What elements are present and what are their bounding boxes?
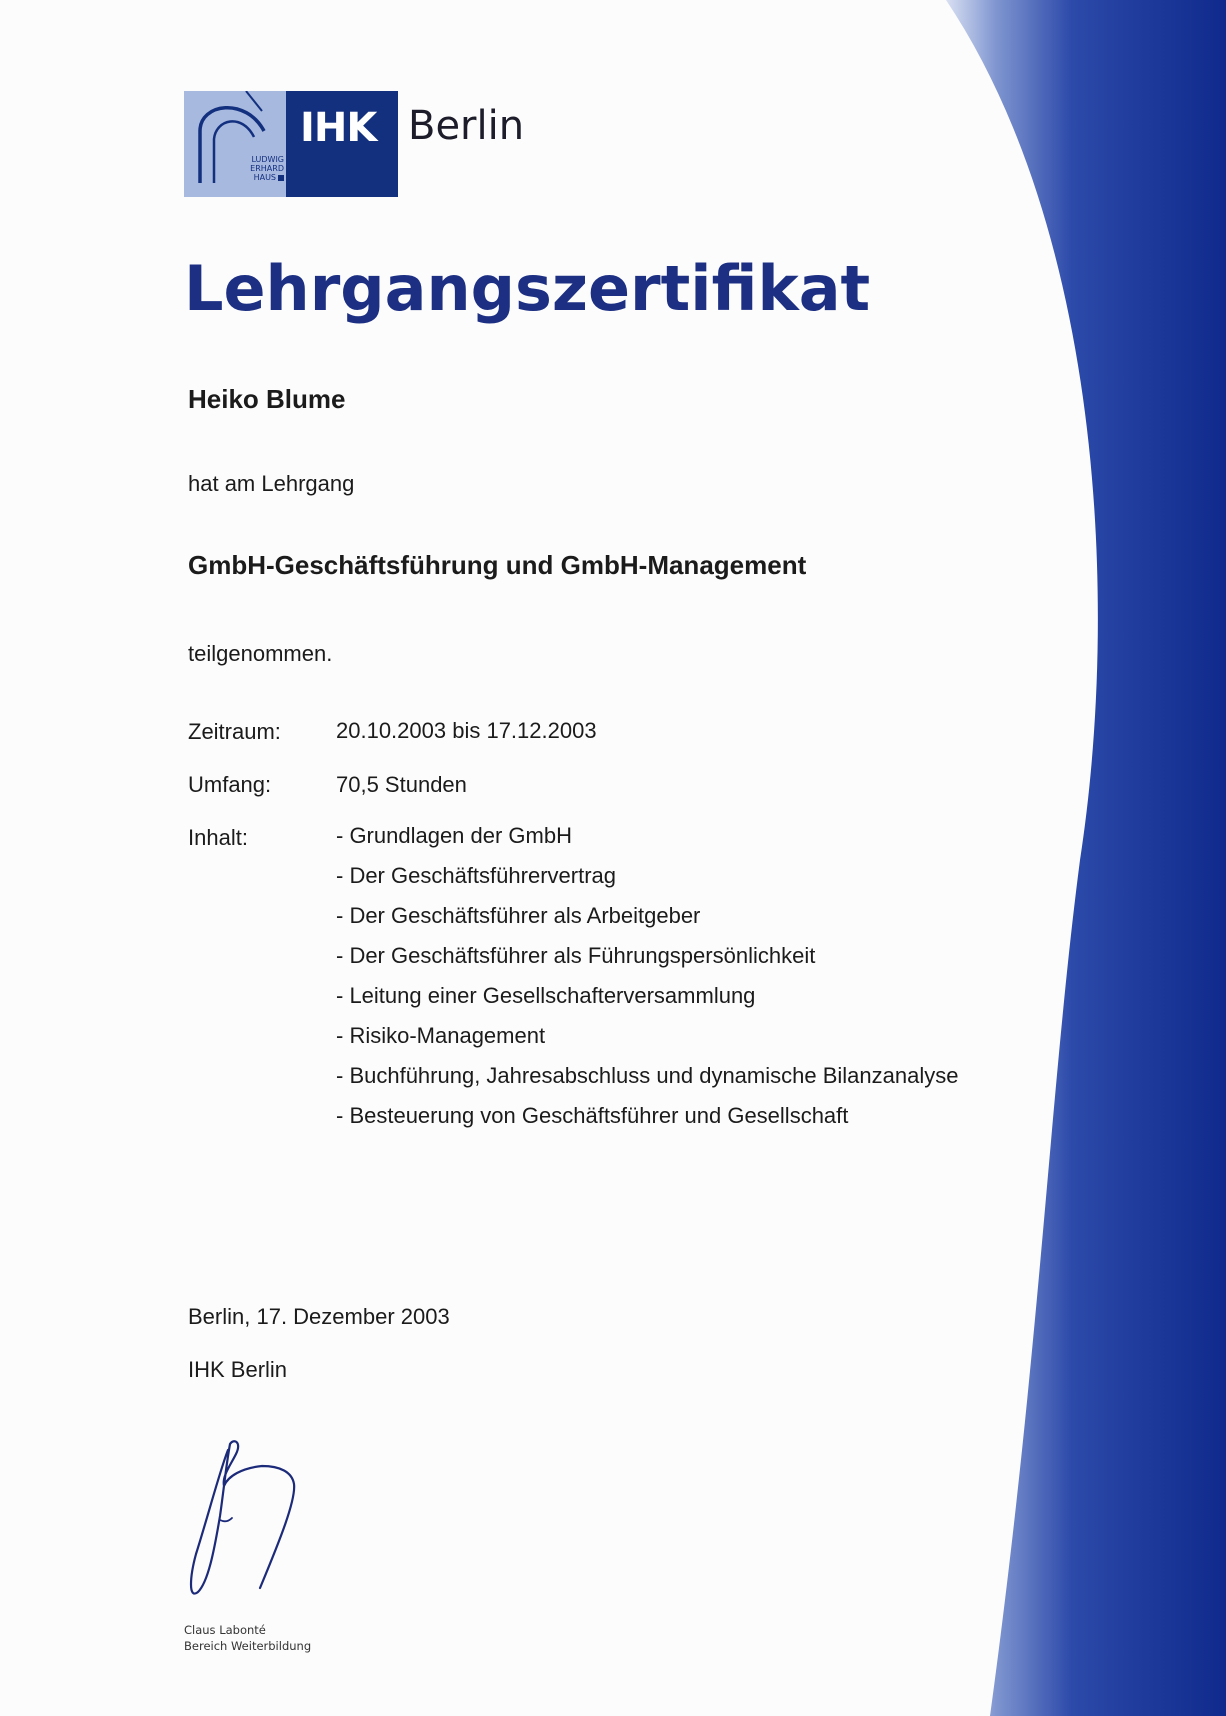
outro-text: teilgenommen. [188, 641, 333, 666]
intro-text: hat am Lehrgang [188, 471, 355, 496]
content-item: - Der Geschäftsführervertrag [336, 863, 616, 888]
content-list [336, 823, 958, 1143]
content-item: - Risiko-Management [336, 1023, 546, 1048]
content-item: - Der Geschäftsführer als Arbeitgeber [336, 903, 701, 928]
content-item: - Leitung einer Gesellschafterversammlung [336, 983, 756, 1008]
logo-city: Berlin [408, 103, 525, 149]
place-date: Berlin, 17. Dezember 2003 [188, 1304, 450, 1329]
content-item: - Besteuerung von Geschäftsführer und Gesellschaft [336, 1103, 849, 1128]
signature [180, 1436, 350, 1606]
content-item: - Grundlagen der GmbH [336, 823, 572, 848]
scope-label: Umfang: [188, 772, 272, 797]
scope-value: 70,5 Stunden [336, 772, 467, 797]
content-item: - Der Geschäftsführer als Führungspersönlichkeit [336, 943, 816, 968]
ludwig-erhard-haus-text: LUDWIG ERHARD HAUS [250, 155, 284, 182]
signer-department: Bereich Weiterbildung [184, 1639, 312, 1653]
ihk-logo [184, 91, 398, 197]
recipient-name: Heiko Blume [188, 384, 346, 414]
issuer: IHK Berlin [188, 1357, 288, 1382]
signer-name: Claus Labonté [184, 1623, 266, 1637]
certificate-title: Lehrgangszertifikat [184, 252, 871, 325]
content-item: - Buchführung, Jahresabschluss und dynamische Bilanzanalyse [336, 1063, 959, 1088]
period-label: Zeitraum: [188, 719, 281, 744]
signer-block [184, 1622, 311, 1654]
course-title: GmbH-Geschäftsführung und GmbH-Management [188, 550, 807, 580]
content-label: Inhalt: [188, 825, 248, 850]
logo-brand: IHK [300, 105, 377, 151]
period-value: 20.10.2003 bis 17.12.2003 [336, 718, 597, 743]
